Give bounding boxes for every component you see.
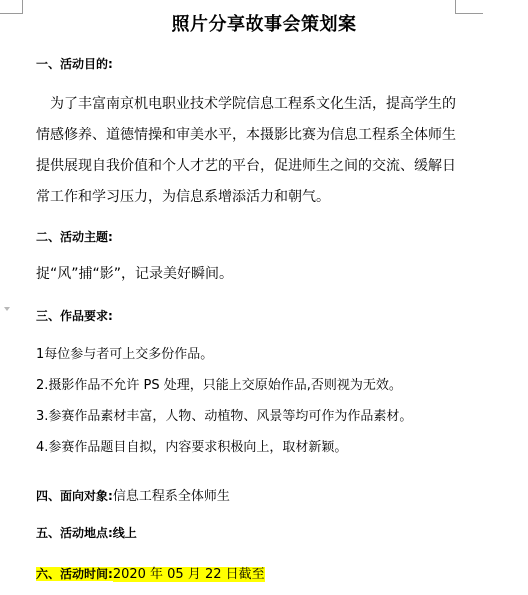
purpose-line-3: 提供展现自我价值和个人才艺的平台，促进师生之间的交流、缓解日: [36, 158, 456, 174]
time-text: 2020 年 05 月 22 日截至: [112, 567, 265, 582]
requirement-item-4: 4.参赛作品题目自拟，内容要求积极向上，取材新颖。: [36, 440, 348, 455]
section-audience: [36, 485, 230, 504]
paragraph-marker-icon: [4, 307, 10, 311]
section-heading-requirements: 三、作品要求:: [36, 309, 113, 323]
purpose-line-1: 为了丰富南京机电职业技术学院信息工程系文化生活，提高学生的: [50, 96, 456, 112]
document-title: 照片分享故事会策划案: [171, 14, 357, 35]
section-heading-theme: 二、活动主题:: [36, 230, 113, 244]
requirement-item-2: 2.摄影作品不允许 PS 处理，只能上交原始作品,否则视为无效。: [36, 378, 402, 393]
purpose-line-2: 情感修养、道德情操和审美水平，本摄影比赛为信息工程系全体师生: [36, 127, 456, 143]
requirement-item-1: 1每位参与者可上交多份作品。: [36, 347, 214, 362]
section-heading-time: 六、活动时间:: [36, 567, 113, 581]
section-heading-location: 五、活动地点:线上: [36, 526, 137, 540]
section-heading-purpose: 一、活动目的:: [36, 57, 113, 71]
requirement-item-3: 3.参赛作品素材丰富，人物、动植物、风景等均可作为作品素材。: [36, 409, 413, 424]
audience-text: 信息工程系全体师生: [112, 489, 230, 504]
section-time: [36, 563, 265, 582]
theme-text: 捉“风”捕“影”，记录美好瞬间。: [36, 266, 234, 282]
purpose-line-4: 常工作和学习压力，为信息系增添活力和朝气。: [36, 189, 330, 205]
section-heading-audience: 四、面向对象:: [36, 489, 113, 503]
